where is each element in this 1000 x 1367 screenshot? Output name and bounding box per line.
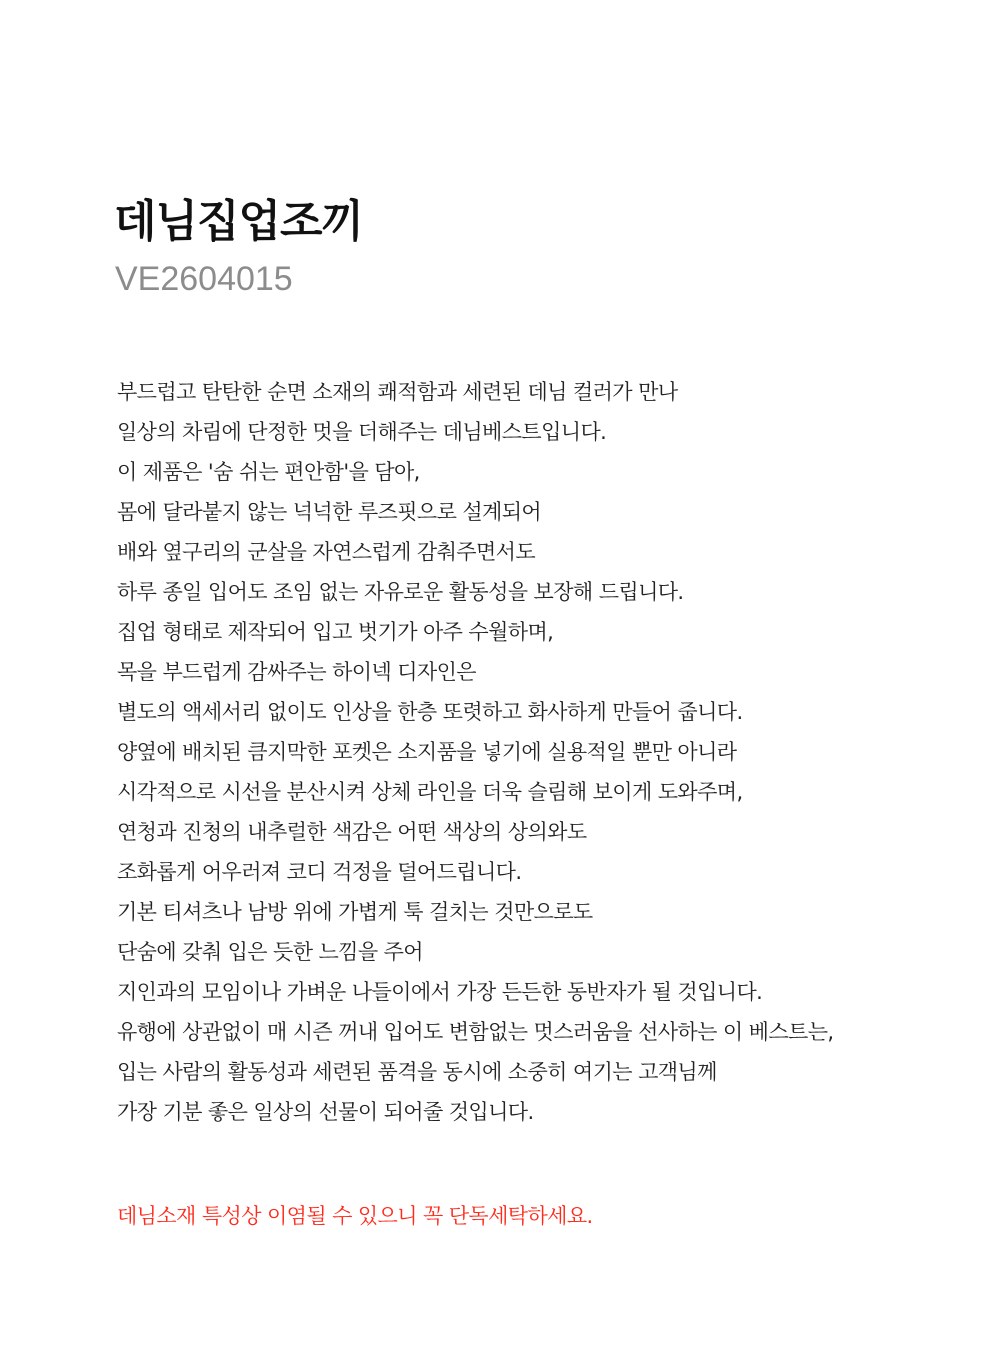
product-title: 데님집업조끼: [114, 196, 364, 247]
description-line: 이 제품은 '숨 쉬는 편안함'을 담아,: [117, 460, 420, 484]
description-line: 일상의 차림에 단정한 멋을 더해주는 데님베스트입니다.: [117, 420, 607, 444]
description-line: 입는 사람의 활동성과 세련된 품격을 동시에 소중히 여기는 고객님께: [117, 1060, 717, 1084]
description-line: 가장 기분 좋은 일상의 선물이 되어줄 것입니다.: [117, 1100, 534, 1124]
product-description: [117, 372, 987, 1132]
description-line: 조화롭게 어우러져 코디 걱정을 덜어드립니다.: [117, 860, 522, 884]
description-line: 연청과 진청의 내추럴한 색감은 어떤 색상의 상의와도: [117, 820, 587, 844]
description-line: 목을 부드럽게 감싸주는 하이넥 디자인은: [117, 660, 476, 684]
description-line: 유행에 상관없이 매 시즌 꺼내 입어도 변함없는 멋스러움을 선사하는 이 베스트는,: [117, 1020, 834, 1044]
description-line: 시각적으로 시선을 분산시켜 상체 라인을 더욱 슬림해 보이게 도와주며,: [117, 780, 743, 804]
product-code: VE2604015: [115, 260, 293, 298]
care-notice: 데님소재 특성상 이염될 수 있으니 꼭 단독세탁하세요.: [117, 1204, 593, 1228]
description-line: 지인과의 모임이나 가벼운 나들이에서 가장 든든한 동반자가 될 것입니다.: [117, 980, 763, 1004]
description-line: 집업 형태로 제작되어 입고 벗기가 아주 수월하며,: [117, 620, 554, 644]
description-line: 배와 옆구리의 군살을 자연스럽게 감춰주면서도: [117, 540, 536, 564]
description-line: 별도의 액세서리 없이도 인상을 한층 또렷하고 화사하게 만들어 줍니다.: [117, 700, 743, 724]
description-line: 부드럽고 탄탄한 순면 소재의 쾌적함과 세련된 데님 컬러가 만나: [117, 380, 678, 404]
description-line: 몸에 달라붙지 않는 넉넉한 루즈핏으로 설계되어: [117, 500, 542, 524]
description-line: 하루 종일 입어도 조임 없는 자유로운 활동성을 보장해 드립니다.: [117, 580, 684, 604]
description-line: 단숨에 갖춰 입은 듯한 느낌을 주어: [117, 940, 423, 964]
description-line: 양옆에 배치된 큼지막한 포켓은 소지품을 넣기에 실용적일 뿐만 아니라: [117, 740, 737, 764]
description-line: 기본 티셔츠나 남방 위에 가볍게 툭 걸치는 것만으로도: [117, 900, 593, 924]
